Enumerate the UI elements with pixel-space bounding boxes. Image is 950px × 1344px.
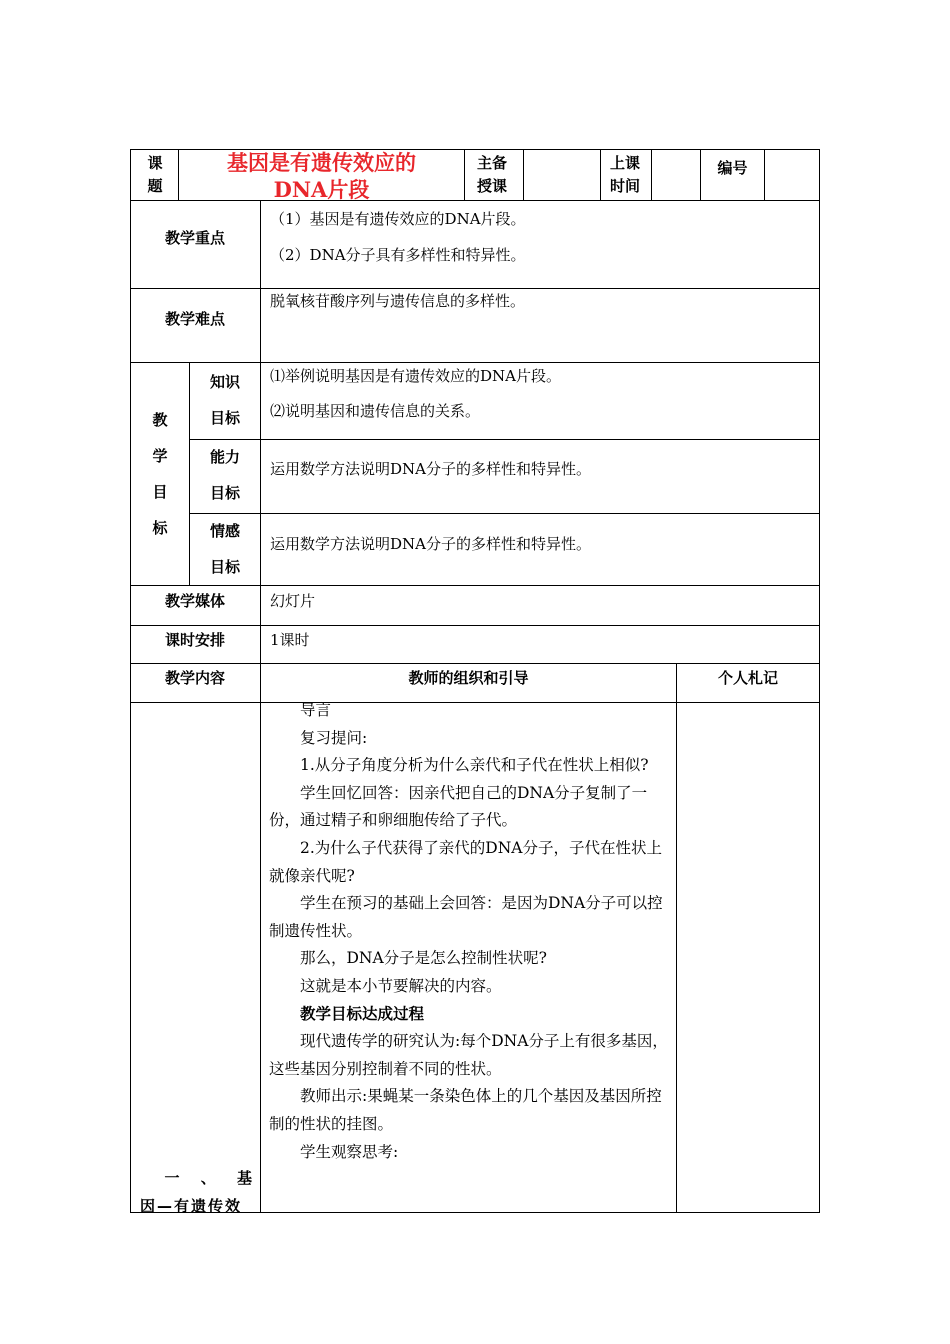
divider	[130, 362, 820, 363]
lesson-title-line1: 基因是有遗传效应的	[227, 150, 416, 175]
content-body	[269, 697, 669, 1166]
divider	[260, 200, 261, 1213]
content-section-line1: 一 、 基	[164, 1169, 252, 1187]
notes-column-header: 个人札记	[717, 669, 778, 687]
divider	[464, 149, 465, 200]
difficulties-label: 教学难点	[164, 310, 225, 328]
knowledge-label: 知识目标	[209, 373, 240, 427]
lesson-title-line2: DNA片段	[273, 177, 370, 202]
divider	[523, 149, 524, 200]
question-3: 那么，DNA分子是怎么控制性状呢?	[300, 949, 547, 968]
key-points-label: 教学重点	[164, 229, 225, 247]
schedule-label: 课时安排	[164, 631, 225, 649]
question-1: 1.从分子角度分析为什么亲代和子代在性状上相似?	[300, 756, 649, 775]
content-column-header: 教学内容	[164, 669, 225, 687]
number-label: 编号	[717, 159, 748, 177]
topic-label: 课题	[147, 154, 163, 195]
answer-1: 学生回忆回答：因亲代把自己的DNA分子复制了一份，通过精子和卵细胞传给了子代。	[269, 783, 648, 830]
table-border-right	[819, 149, 820, 1213]
teacher-shows-paragraph: 教师出示:果蝇某一条染色体上的几个基因及基因所控制的性状的挂图。	[269, 1087, 662, 1133]
key-point-item: （1）基因是有遗传效应的DNA片段。	[270, 210, 526, 228]
teacher-label: 主备授课	[476, 154, 507, 195]
intro-heading: 导言	[300, 701, 332, 719]
divider	[676, 663, 677, 1213]
media-label: 教学媒体	[164, 592, 225, 610]
schedule-value: 1课时	[270, 631, 310, 649]
divider	[600, 149, 601, 200]
divider	[189, 439, 820, 440]
divider	[130, 625, 820, 626]
genetics-paragraph: 现代遗传学的研究认为:每个DNA分子上有很多基因，这些基因分别控制着不同的性状。	[269, 1032, 668, 1078]
divider	[130, 288, 820, 289]
emotion-label: 情感目标	[209, 522, 240, 576]
divider	[189, 513, 820, 514]
content-section-line2: 因—有遗传效	[140, 1197, 243, 1215]
ability-label: 能力目标	[209, 448, 240, 502]
student-observe-paragraph: 学生观察思考:	[300, 1142, 399, 1161]
time-label: 上课时间	[609, 154, 640, 195]
review-question-label: 复习提问:	[300, 728, 368, 747]
lesson-title	[179, 149, 464, 203]
process-heading: 教学目标达成过程	[300, 1004, 425, 1023]
divider	[189, 362, 190, 586]
answer-2: 学生在预习的基础上会回答：是因为DNA分子可以控制遗传性状。	[269, 894, 663, 940]
emotion-text: 运用数学方法说明DNA分子的多样性和特异性。	[270, 535, 591, 553]
divider	[130, 663, 820, 664]
objectives-label: 教学目标	[152, 411, 168, 537]
question-2: 2.为什么子代获得了亲代的DNA分子，子代在性状上就像亲代呢?	[269, 838, 662, 885]
ability-text: 运用数学方法说明DNA分子的多样性和特异性。	[270, 460, 591, 478]
difficulties-text: 脱氧核苷酸序列与遗传信息的多样性。	[270, 292, 526, 310]
key-point-item: （2）DNA分子具有多样性和特异性。	[270, 246, 526, 264]
divider	[130, 585, 820, 586]
guidance-column-header: 教师的组织和引导	[408, 669, 529, 687]
divider	[764, 149, 765, 200]
transition-text: 这就是本小节要解决的内容。	[300, 976, 502, 995]
knowledge-item: ⑴举例说明基因是有遗传效应的DNA片段。	[270, 367, 561, 385]
content-section-title	[140, 1164, 254, 1220]
knowledge-item: ⑵说明基因和遗传信息的关系。	[270, 402, 481, 420]
divider	[651, 149, 652, 200]
media-value: 幻灯片	[270, 592, 316, 610]
